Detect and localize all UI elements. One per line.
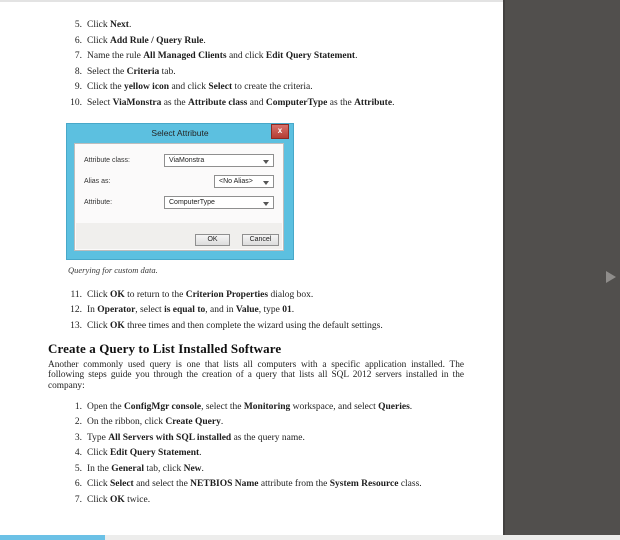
list-item-number: 13. bbox=[70, 320, 82, 331]
numbered-list-middle bbox=[48, 290, 464, 332]
list-item-number: 9. bbox=[74, 82, 82, 92]
close-icon: x bbox=[271, 124, 289, 139]
list-item-number: 12. bbox=[70, 305, 82, 315]
attribute-class-value: ViaMonstra bbox=[169, 156, 205, 164]
ok-button: OK bbox=[195, 234, 230, 246]
list-item-number: 1. bbox=[74, 401, 82, 412]
list-item-text: Click OK three times and then complete the wizard using the default settings. bbox=[87, 320, 383, 331]
list-item-text: Click OK to return to the Criterion Properties dialog box. bbox=[87, 289, 314, 300]
list-item bbox=[48, 433, 464, 444]
list-item bbox=[48, 51, 464, 62]
cancel-button: Cancel bbox=[242, 234, 279, 246]
reading-progress-fill bbox=[0, 535, 105, 540]
figure-caption: Querying for custom data. bbox=[68, 264, 158, 275]
list-item bbox=[48, 464, 464, 475]
dialog-body bbox=[74, 143, 284, 251]
attribute-dropdown bbox=[164, 196, 274, 209]
next-page-arrow-icon[interactable] bbox=[606, 271, 616, 283]
reading-progress-bar[interactable] bbox=[0, 535, 620, 540]
document-page bbox=[0, 2, 503, 535]
body-paragraph: Another commonly used query is one that lists all computers with a specific application installed. The following steps guide you through the creation of a query that lists all SQL 2012 servers installed in the company: bbox=[48, 359, 464, 392]
attribute-label: Attribute: bbox=[84, 198, 113, 206]
list-item bbox=[48, 448, 464, 459]
list-item-number: 11. bbox=[70, 289, 82, 300]
list-item-text: Type All Servers with SQL installed as the query name. bbox=[87, 432, 305, 443]
list-item-number: 4. bbox=[74, 448, 82, 459]
list-item-text: Click Next. bbox=[87, 20, 132, 30]
list-item-number: 2. bbox=[74, 417, 82, 428]
alias-as-label: Alias as: bbox=[84, 177, 111, 185]
list-item bbox=[48, 417, 464, 428]
reader-side-panel bbox=[503, 0, 620, 535]
list-item bbox=[48, 305, 464, 316]
attribute-value: ComputerType bbox=[169, 198, 215, 206]
numbered-list-top bbox=[48, 20, 464, 109]
list-item-text: In the General tab, click New. bbox=[87, 463, 204, 474]
list-item bbox=[48, 20, 464, 31]
list-item-number: 8. bbox=[74, 66, 82, 77]
list-item-text: Select ViaMonstra as the Attribute class and ComputerType as the Attribute. bbox=[87, 97, 395, 108]
list-item-number: 5. bbox=[74, 20, 82, 30]
list-item-text: Name the rule All Managed Clients and click Edit Query Statement. bbox=[87, 51, 358, 61]
list-item bbox=[48, 67, 464, 78]
list-item-number: 7. bbox=[74, 494, 82, 505]
dialog-title: Select Attribute bbox=[151, 128, 209, 138]
list-item bbox=[48, 98, 464, 109]
list-item bbox=[48, 402, 464, 413]
list-item bbox=[48, 82, 464, 93]
list-item bbox=[48, 321, 464, 332]
list-item bbox=[48, 479, 464, 490]
attribute-class-dropdown bbox=[164, 154, 274, 167]
list-item-text: Open the ConfigMgr console, select the Monitoring workspace, and select Queries. bbox=[87, 401, 413, 412]
dialog-title-bar bbox=[67, 124, 293, 143]
list-item bbox=[48, 495, 464, 506]
section-heading: Create a Query to List Installed Software bbox=[48, 340, 282, 356]
list-item-number: 10. bbox=[70, 97, 82, 108]
list-item-text: Click Edit Query Statement. bbox=[87, 448, 202, 459]
list-item-text: In Operator, select is equal to, and in Value, type 01. bbox=[87, 305, 295, 315]
select-attribute-dialog-image bbox=[66, 123, 294, 260]
list-item-number: 3. bbox=[74, 432, 82, 443]
list-item-text: Click OK twice. bbox=[87, 494, 151, 505]
attribute-class-label: Attribute class: bbox=[84, 156, 130, 164]
list-item-number: 5. bbox=[74, 463, 82, 474]
alias-as-value: <No Alias> bbox=[219, 177, 253, 185]
list-item-text: Select the Criteria tab. bbox=[87, 66, 176, 77]
dialog-screenshot-figure bbox=[66, 123, 294, 260]
list-item-number: 6. bbox=[74, 479, 82, 490]
list-item-text: On the ribbon, click Create Query. bbox=[87, 417, 224, 428]
chevron-down-icon bbox=[263, 181, 269, 185]
chevron-down-icon bbox=[263, 160, 269, 164]
list-item-text: Click the yellow icon and click Select to create the criteria. bbox=[87, 82, 313, 92]
list-item-text: Click Select and select the NETBIOS Name attribute from the System Resource class. bbox=[87, 479, 422, 490]
numbered-list-bottom bbox=[48, 402, 464, 506]
list-item-number: 7. bbox=[74, 51, 82, 61]
list-item-number: 6. bbox=[74, 35, 82, 46]
list-item-text: Click Add Rule / Query Rule. bbox=[87, 35, 206, 46]
alias-as-dropdown bbox=[214, 175, 274, 188]
list-item bbox=[48, 36, 464, 47]
chevron-down-icon bbox=[263, 202, 269, 206]
list-item bbox=[48, 290, 464, 301]
